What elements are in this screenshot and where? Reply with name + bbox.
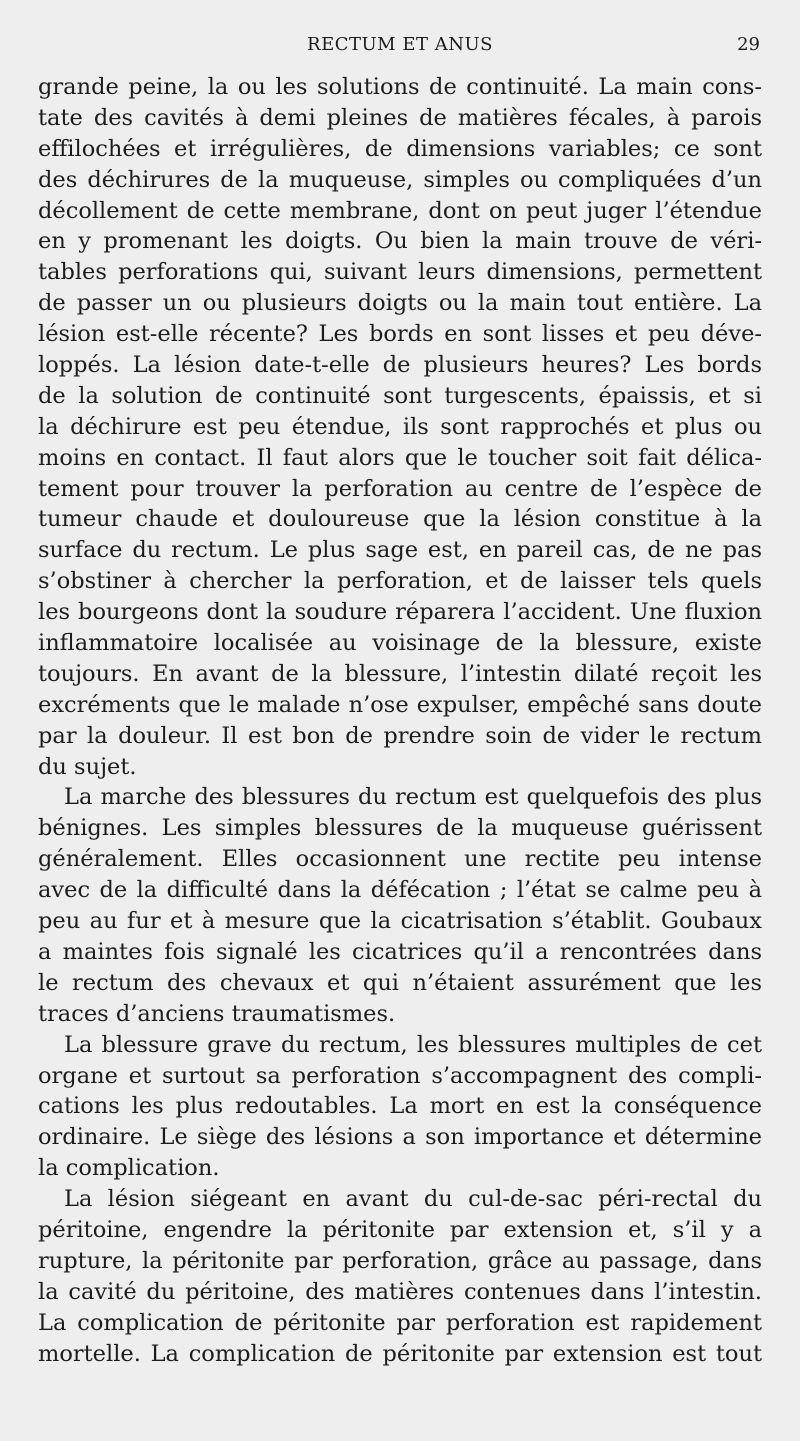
text-line: décollement de cette membrane, dont on peut juger l’étendue — [38, 197, 762, 224]
text-line: tumeur chaude et douloureuse que la lésion constitue à la — [38, 506, 762, 533]
text-line: lésion est-elle récente? Les bords en sont lisses et peu déve- — [38, 321, 762, 348]
text-line: péritoine, engendre la péritonite par extension et, s’il y a — [38, 1216, 762, 1243]
text-line: les bourgeons dont la soudure réparera l’accident. Une fluxion — [38, 599, 762, 626]
text-line: par la douleur. Il est bon de prendre soin de vider le rectum — [38, 722, 762, 749]
text-line: La complication de péritonite par perforation est rapidement — [38, 1309, 762, 1336]
text-line: effilochées et irrégulières, de dimensions variables; ce sont — [38, 135, 762, 162]
text-line: la complication. — [38, 1155, 220, 1182]
text-line: peu au fur et à mesure que la cicatrisation s’établit. Goubaux — [38, 908, 762, 935]
running-title: RECTUM ET ANUS — [307, 34, 493, 55]
text-line: La blessure grave du rectum, les blessures multiples de cet — [64, 1031, 762, 1058]
running-header — [38, 34, 762, 60]
text-line: surface du rectum. Le plus sage est, en pareil cas, de ne pas — [38, 537, 762, 564]
text-line: tables perforations qui, suivant leurs dimensions, permettent — [38, 259, 762, 286]
text-line: inflammatoire localisée au voisinage de la blessure, existe — [38, 630, 762, 657]
text-line: ordinaire. Le siège des lésions a son importance et détermine — [38, 1124, 762, 1151]
text-line: toujours. En avant de la blessure, l’intestin dilaté reçoit les — [38, 660, 762, 687]
text-line: le rectum des chevaux et qui n’étaient assurément que les — [38, 969, 762, 996]
text-line: mortelle. La complication de péritonite par extension est tout — [38, 1340, 762, 1367]
paragraph — [38, 72, 762, 782]
text-line: tement pour trouver la perforation au centre de l’espèce de — [38, 475, 762, 502]
text-line: La lésion siégeant en avant du cul-de-sac péri-rectal du — [64, 1186, 762, 1213]
text-line: a maintes fois signalé les cicatrices qu’il a rencontrées dans — [38, 938, 762, 965]
page-number: 29 — [737, 34, 760, 55]
text-line: de passer un ou plusieurs doigts ou la main tout entière. La — [38, 290, 762, 317]
text-line: des déchirures de la muqueuse, simples ou compliquées d’un — [38, 166, 762, 193]
text-line: la cavité du péritoine, des matières contenues dans l’intestin. — [38, 1278, 762, 1305]
paragraph — [38, 782, 762, 1029]
text-line: rupture, la péritonite par perforation, grâce au passage, dans — [38, 1247, 762, 1274]
text-line: grande peine, la ou les solutions de continuité. La main cons- — [38, 74, 762, 100]
text-line: moins en contact. Il faut alors que le toucher soit fait délica- — [38, 444, 762, 471]
text-line: s’obstiner à chercher la perforation, et de laisser tels quels — [38, 568, 762, 595]
text-line: La marche des blessures du rectum est quelquefois des plus — [64, 784, 762, 811]
text-line: en y promenant les doigts. Ou bien la main trouve de véri- — [38, 228, 762, 255]
text-line: de la solution de continuité sont turgescents, épaissis, et si — [38, 382, 762, 409]
text-line: organe et surtout sa perforation s’accompagnent des compli- — [38, 1062, 762, 1089]
text-line: tate des cavités à demi pleines de matières fécales, à parois — [38, 104, 762, 131]
paragraph — [38, 1030, 762, 1184]
text-line: excréments que le malade n’ose expulser, empêché sans doute — [38, 691, 762, 718]
text-line: du sujet. — [38, 753, 137, 780]
body-text — [38, 72, 762, 1369]
text-line: bénignes. Les simples blessures de la muqueuse guérissent — [38, 815, 762, 842]
paragraph — [38, 1184, 762, 1369]
text-line: généralement. Elles occasionnent une rectite peu intense — [38, 846, 762, 873]
text-line: avec de la difficulté dans la défécation ; l’état se calme peu à — [38, 877, 762, 904]
text-line: cations les plus redoutables. La mort en est la conséquence — [38, 1093, 762, 1120]
text-line: traces d’anciens traumatismes. — [38, 1000, 396, 1027]
text-line: loppés. La lésion date-t-elle de plusieurs heures? Les bords — [38, 352, 762, 379]
text-line: la déchirure est peu étendue, ils sont rapprochés et plus ou — [38, 413, 762, 440]
